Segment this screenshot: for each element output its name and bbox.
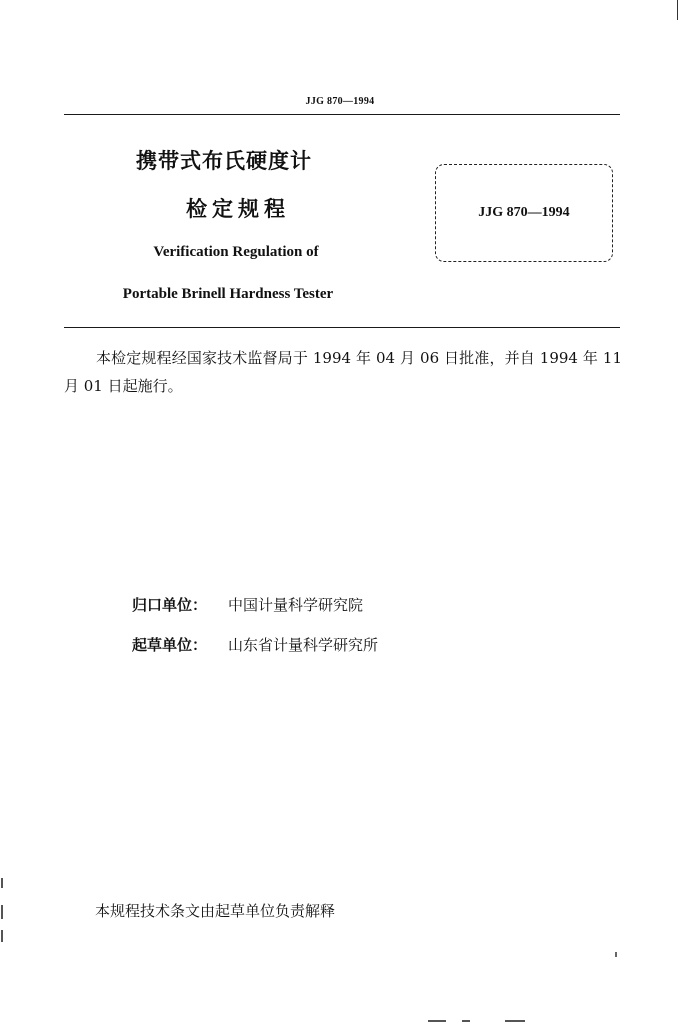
scan-edge-mark — [1, 930, 3, 942]
drafting-unit-label: 起草单位： — [132, 636, 208, 654]
title-english-line2: Portable Brinell Hardness Tester — [122, 286, 334, 302]
header-rule — [64, 114, 620, 115]
scan-speck — [615, 952, 617, 957]
title-english-line1: Verification Regulation of — [153, 244, 319, 260]
scan-edge-mark — [1, 878, 3, 888]
drafting-unit-value: 山东省计量科学研究所 — [228, 636, 379, 654]
responsible-unit-row — [132, 594, 363, 615]
scan-edge-mark — [462, 1020, 470, 1022]
interpretation-note: 本规程技术条文由起草单位负责解释 — [95, 902, 336, 920]
title-chinese-line2: 检定规程 — [186, 197, 290, 221]
approval-statement: 本检定规程经国家技术监督局于 1994 年 04 月 06 日批准，并自 1994 年 11 月 01 日起施行。 — [64, 349, 622, 395]
drafting-unit-row — [132, 634, 378, 655]
title-chinese-line1: 携带式布氏硬度计 — [136, 149, 312, 173]
standard-code-box-text: JJG 870—1994 — [478, 205, 570, 220]
responsible-unit-label: 归口单位： — [132, 596, 208, 614]
title-block-rule — [64, 327, 620, 328]
scan-edge-mark — [505, 1020, 525, 1022]
responsible-unit-value: 中国计量科学研究院 — [228, 596, 364, 614]
scan-edge-mark — [1, 905, 3, 919]
scan-edge-mark — [677, 0, 679, 20]
scan-edge-mark — [428, 1020, 446, 1022]
header-standard-code: JJG 870—1994 — [305, 96, 375, 107]
